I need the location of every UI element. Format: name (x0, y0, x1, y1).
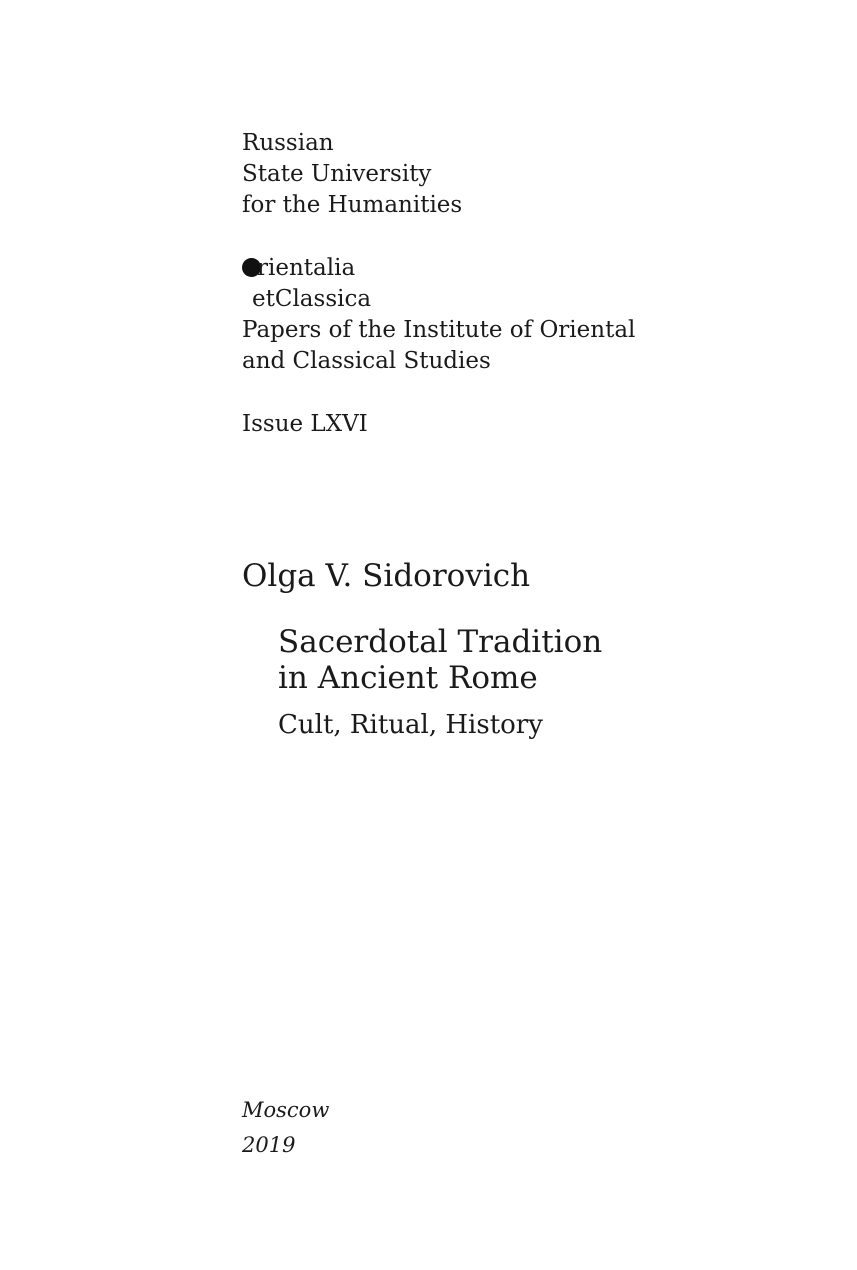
institution-line: Russian (242, 130, 334, 156)
series-name-line: etClassica (252, 286, 372, 312)
imprint-year: 2019 (242, 1133, 296, 1157)
book-subtitle: Cult, Ritual, History (278, 710, 543, 740)
institution-block (242, 128, 462, 221)
series-block (242, 253, 635, 377)
imprint-city: Moscow (242, 1098, 330, 1122)
issue-number: Issue LXVI (242, 411, 368, 437)
series-description-line: and Classical Studies (242, 348, 491, 374)
author-name: Olga V. Sidorovich (242, 558, 531, 594)
series-name-text: rientalia (257, 255, 356, 281)
book-title (278, 624, 602, 696)
institution-line: for the Humanities (242, 192, 463, 218)
imprint-block (242, 1093, 329, 1163)
institution-line: State University (242, 161, 432, 187)
book-title-line: in Ancient Rome (278, 660, 538, 696)
series-description-line: Papers of the Institute of Oriental (242, 317, 636, 343)
series-name-line (242, 253, 635, 284)
book-title-line: Sacerdotal Tradition (278, 624, 603, 660)
